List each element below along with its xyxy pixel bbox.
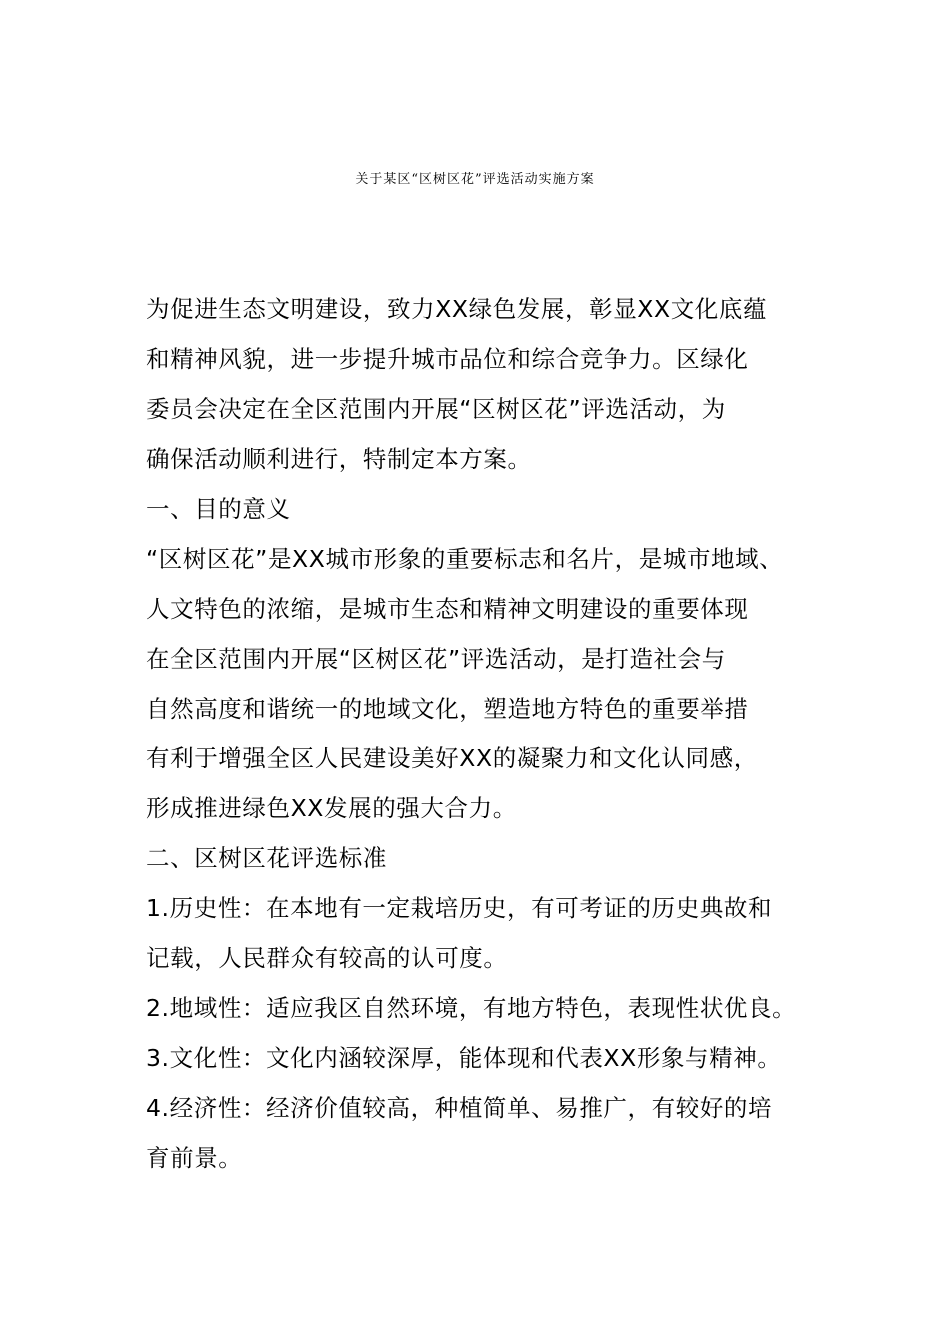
paragraph-line: 和精神风貌，进一步提升城市品位和综合竞争力。区绿化 [146, 345, 749, 373]
list-item-continuation: 育前景。 [146, 1144, 243, 1172]
paragraph-line: 人文特色的浓缩，是城市生态和精神文明建设的重要体现 [146, 595, 749, 623]
section-heading: 二、区树区花评选标准 [146, 844, 387, 872]
document-title: 关于某区“区树区花”评选活动实施方案 [355, 172, 595, 187]
paragraph-line: 为促进生态文明建设，致力XX绿色发展，彰显XX文化底蕴 [146, 295, 768, 323]
paragraph-line: 在全区范围内开展“区树区花”评选活动，是打造社会与 [146, 645, 726, 673]
paragraph-line: 确保活动顺利进行，特制定本方案。 [146, 445, 532, 473]
list-item: 4.经济性：经济价值较高，种植简单、易推广，有较好的培 [146, 1094, 773, 1122]
paragraph-line: “区树区花”是XX城市形象的重要标志和名片，是城市地域、 [146, 545, 784, 573]
list-item-continuation: 记载，人民群众有较高的认可度。 [146, 944, 508, 972]
paragraph-line: 有利于增强全区人民建设美好XX的凝聚力和文化认同感， [146, 744, 758, 772]
list-item: 1.历史性：在本地有一定栽培历史，有可考证的历史典故和 [146, 894, 773, 922]
section-heading: 一、目的意义 [146, 495, 291, 523]
list-item: 3.文化性：文化内涵较深厚，能体现和代表XX形象与精神。 [146, 1044, 782, 1072]
paragraph-line: 自然高度和谐统一的地域文化，塑造地方特色的重要举措 [146, 695, 749, 723]
paragraph-line: 委员会决定在全区范围内开展“区树区花”评选活动，为 [146, 395, 726, 423]
list-item: 2.地域性：适应我区自然环境，有地方特色，表现性状优良。 [146, 994, 797, 1022]
paragraph-line: 形成推进绿色XX发展的强大合力。 [146, 794, 517, 822]
